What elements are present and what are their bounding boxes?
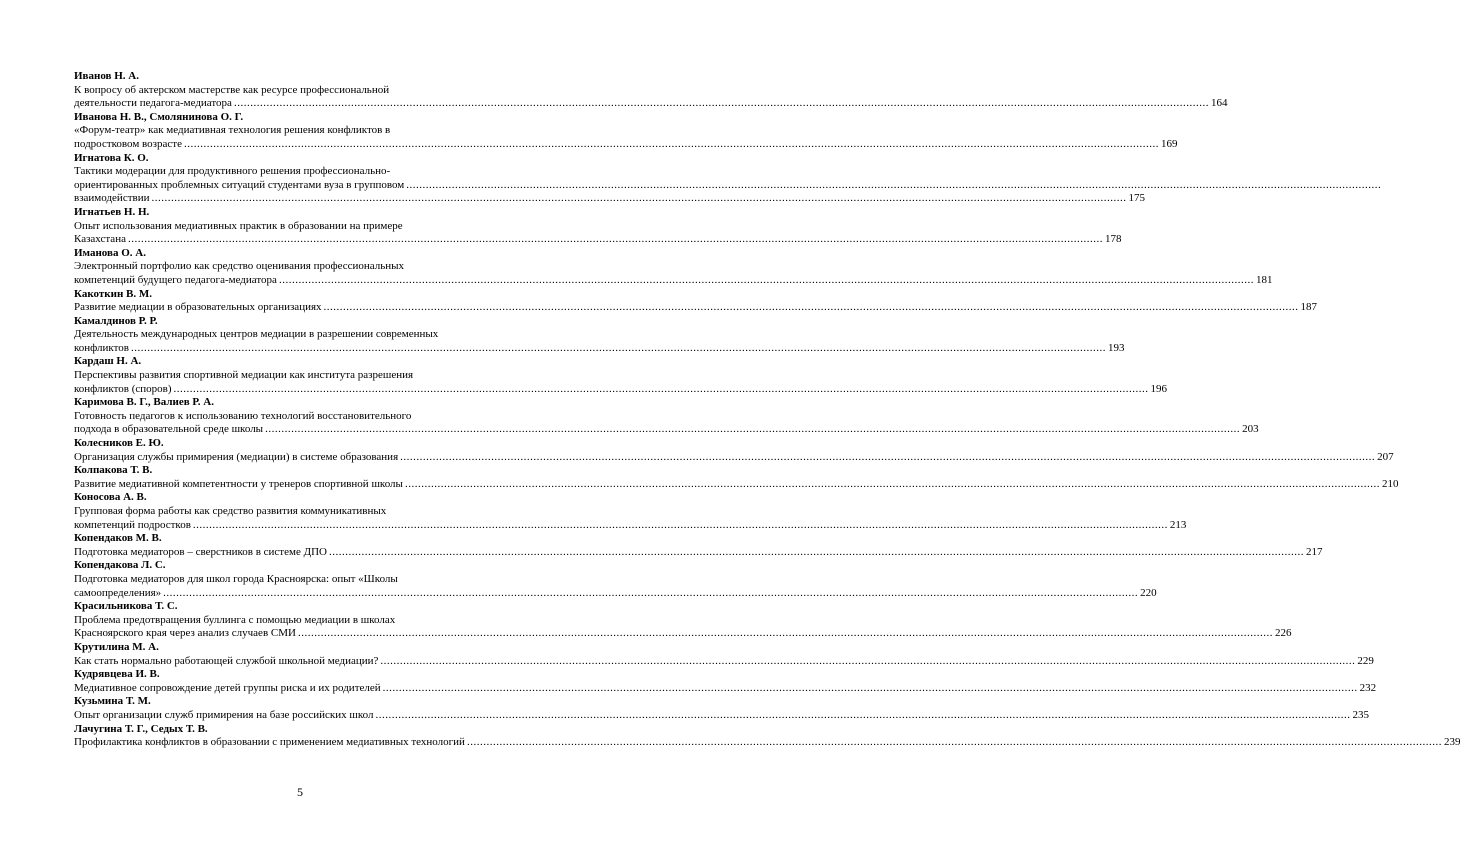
toc-title-line — [74, 586, 1157, 601]
toc-entry — [74, 722, 1460, 750]
toc-title-line: Групповая форма работы как средство развития коммуникативных — [74, 505, 387, 517]
toc-title-line — [74, 708, 1369, 723]
toc-leader-dots: ............................................................................................................................................................................................................................................................................................................ — [382, 681, 1358, 694]
toc-author: Каримова В. Г., Валиев Р. А. — [74, 396, 214, 409]
toc-leader-dots: ............................................................................................................................................................................................................................................................................................................ — [278, 273, 1254, 286]
toc-entry — [74, 396, 1259, 437]
toc-entry — [74, 491, 1187, 532]
toc-leader-dots: ............................................................................................................................................................................................................................................................................................................ — [130, 341, 1106, 354]
toc-leader-dots: ............................................................................................................................................................................................................................................................................................................ — [323, 301, 1299, 314]
toc-author: Колпакова Т. В. — [74, 464, 153, 477]
toc-author: Лачугина Т. Г., Седых Т. В. — [74, 722, 208, 735]
toc-title-line — [74, 178, 1382, 193]
toc-leader-dots: ............................................................................................................................................................................................................................................................................................................ — [173, 382, 1149, 395]
table-of-contents — [74, 70, 1460, 750]
page-number: 5 — [297, 785, 303, 799]
toc-entry — [74, 70, 1228, 111]
toc-title-line — [74, 137, 1178, 152]
toc-title-text: подростковом возрасте — [74, 137, 182, 150]
toc-page-ref: 207 — [1377, 450, 1394, 463]
toc-entry — [74, 287, 1318, 315]
toc-entry — [74, 668, 1377, 695]
toc-author: Крутилина М. А. — [74, 640, 159, 653]
toc-entry — [74, 600, 1292, 641]
toc-title-line — [74, 477, 1399, 492]
toc-leader-dots: ............................................................................................................................................................................................................................................................................................................ — [380, 654, 1356, 667]
toc-title-line: «Форум-театр» как медиативная технология решения конфликтов в — [74, 124, 391, 137]
toc-leader-dots: ............................................................................................................................................................................................................................................................................................................ — [375, 708, 1351, 721]
toc-title-line: Электронный портфолио как средство оценивания профессиональных — [74, 260, 405, 273]
toc-page-ref: 217 — [1305, 545, 1323, 558]
toc-leader-dots: ............................................................................................................................................................................................................................................................................................................ — [127, 233, 1103, 246]
toc-title-text: Профилактика конфликтов в образовании с применением медиативных технологий — [74, 736, 465, 749]
toc-page-ref: 229 — [1357, 654, 1374, 667]
toc-author: Камалдинов Р. Р. — [74, 314, 158, 327]
toc-entry — [74, 355, 1167, 396]
toc-author: Копендаков М. В. — [74, 532, 162, 545]
toc-title-line: Готовность педагогов к использованию технологий восстановительного — [74, 409, 412, 422]
toc-page-ref: 187 — [1300, 301, 1318, 314]
toc-title-line — [74, 627, 1292, 641]
toc-title-line: Проблема предотвращения буллинга с помощью медиации в школах — [74, 613, 396, 626]
toc-title-line — [74, 301, 1318, 315]
toc-page-ref: 220 — [1140, 586, 1157, 599]
toc-leader-dots: ............................................................................................................................................................................................................................................................................................................ — [406, 178, 1382, 191]
toc-entry — [74, 559, 1157, 600]
toc-page-ref: 203 — [1242, 423, 1259, 436]
toc-title-line — [74, 97, 1228, 111]
toc-author: Иванов Н. А. — [74, 70, 140, 82]
toc-author: Какоткин В. М. — [74, 287, 153, 300]
toc-entry — [74, 314, 1125, 356]
toc-author: Копендакова Л. С. — [74, 559, 166, 572]
toc-page-ref: 164 — [1210, 97, 1228, 110]
toc-title-line — [74, 233, 1122, 247]
toc-page-ref: 232 — [1359, 681, 1377, 694]
toc-author: Кузьмина Т. М. — [74, 695, 151, 708]
toc-title-text: Развитие медиации в образовательных организациях — [74, 301, 322, 314]
toc-title-line — [74, 423, 1259, 437]
toc-entry — [74, 205, 1122, 247]
toc-title-line — [74, 518, 1187, 533]
toc-author: Игнатьев Н. Н. — [74, 205, 150, 218]
toc-author: Иванова Н. В., Смолянинова О. Г. — [74, 110, 244, 123]
toc-leader-dots: ............................................................................................................................................................................................................................................................................................................ — [328, 545, 1304, 558]
toc-leader-dots: ............................................................................................................................................................................................................................................................................................................ — [400, 450, 1376, 463]
toc-author: Колесников Е. Ю. — [74, 437, 164, 450]
toc-leader-dots: ............................................................................................................................................................................................................................................................................................................ — [233, 97, 1209, 110]
toc-leader-dots: ............................................................................................................................................................................................................................................................................................................ — [192, 518, 1168, 531]
toc-entry — [74, 532, 1323, 559]
toc-leader-dots: ............................................................................................................................................................................................................................................................................................................ — [297, 627, 1273, 640]
toc-title-text: Как стать нормально работающей службой школьной медиации? — [74, 654, 379, 667]
toc-title-line — [74, 736, 1460, 750]
toc-leader-dots: ............................................................................................................................................................................................................................................................................................................ — [466, 736, 1442, 749]
toc-title-text: Организация службы примирения (медиации) в системе образования — [74, 450, 399, 463]
toc-leader-dots: ............................................................................................................................................................................................................................................................................................................ — [265, 423, 1241, 436]
toc-leader-dots: ............................................................................................................................................................................................................................................................................................................ — [163, 586, 1139, 599]
toc-title-line — [74, 341, 1125, 356]
toc-title-text: деятельности педагога-медиатора — [74, 97, 232, 110]
toc-title-text: Опыт организации служб примирения на базе российских школ — [74, 708, 374, 721]
toc-title-text: конфликтов — [74, 341, 129, 354]
toc-title-line — [74, 654, 1374, 669]
toc-title-text: Красноярского края через анализ случаев СМИ — [74, 627, 296, 640]
toc-page-ref: 181 — [1255, 273, 1273, 286]
toc-title-text: компетенций будущего педагога-медиатора — [74, 273, 277, 286]
toc-author: Красильникова Т. С. — [74, 600, 178, 613]
toc-title-line: Подготовка медиаторов для школ города Красноярска: опыт «Школы — [74, 572, 398, 585]
toc-title-line — [74, 382, 1167, 397]
toc-title-text: компетенций подростков — [74, 518, 191, 531]
toc-title-text: Подготовка медиаторов – сверстников в системе ДПО — [74, 545, 327, 558]
toc-leader-dots: ............................................................................................................................................................................................................................................................................................................ — [404, 477, 1380, 490]
toc-page-ref: 213 — [1169, 518, 1187, 531]
toc-author: Кардаш Н. А. — [74, 355, 142, 368]
toc-entry — [74, 437, 1394, 464]
toc-title-line — [74, 681, 1377, 696]
toc-author: Коносова А. В. — [74, 491, 147, 504]
toc-title-line — [74, 192, 1145, 206]
toc-title-line — [74, 545, 1323, 560]
toc-title-text: самоопределения» — [74, 586, 162, 599]
toc-title-text: подхода в образовательной среде школы — [74, 423, 264, 436]
toc-author: Иманова О. А. — [74, 246, 146, 259]
toc-page-ref: 235 — [1352, 708, 1369, 721]
toc-title-line: Тактики модерации для продуктивного решения профессионально- — [74, 165, 391, 178]
toc-title-line: Опыт использования медиативных практик в образовании на примере — [74, 219, 403, 232]
toc-title-text: ориентированных проблемных ситуаций студентами вуза в групповом — [74, 178, 405, 191]
toc-title-text: конфликтов (споров) — [74, 382, 172, 395]
toc-title-text: Медиативное сопровождение детей группы риска и их родителей — [74, 681, 381, 694]
toc-page-ref: 239 — [1443, 736, 1460, 749]
toc-page-ref: 193 — [1107, 341, 1125, 354]
toc-title-line — [74, 450, 1394, 465]
toc-entry — [74, 695, 1369, 722]
toc-title-line: К вопросу об актерском мастерстве как ресурсе профессиональной — [74, 83, 390, 96]
toc-title-line: Перспективы развития спортивной медиации как института разрешения — [74, 369, 414, 382]
toc-author: Игнатова К. О. — [74, 151, 149, 164]
toc-entry — [74, 464, 1399, 491]
toc-page-ref: 196 — [1150, 382, 1167, 395]
toc-page-ref: 226 — [1274, 627, 1292, 640]
toc-title-line: Деятельность международных центров медиации в разрешении современных — [74, 328, 439, 341]
toc-page-ref: 175 — [1128, 192, 1145, 205]
toc-title-text: взаимодействии — [74, 192, 150, 205]
toc-entry — [74, 151, 1382, 206]
toc-entry — [74, 110, 1178, 152]
toc-author: Кудрявцева И. В. — [74, 668, 160, 681]
toc-leader-dots: ............................................................................................................................................................................................................................................................................................................ — [183, 137, 1159, 150]
toc-entry — [74, 640, 1374, 668]
toc-page-ref: 169 — [1160, 137, 1178, 150]
toc-leader-dots: ............................................................................................................................................................................................................................................................................................................ — [151, 192, 1127, 205]
toc-title-text: Развитие медиативной компетентности у тренеров спортивной школы — [74, 477, 403, 490]
toc-title-text: Казахстана — [74, 233, 126, 246]
toc-title-line — [74, 273, 1273, 288]
toc-page-ref: 178 — [1104, 233, 1122, 246]
toc-entry — [74, 246, 1273, 288]
toc-page-ref: 210 — [1381, 477, 1399, 490]
